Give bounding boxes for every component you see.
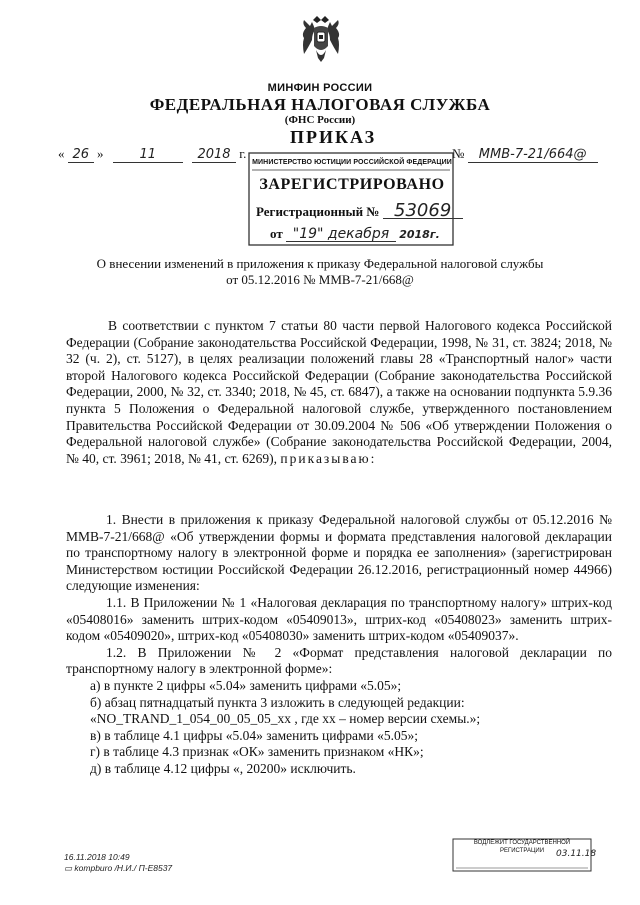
order-title [90, 256, 550, 288]
state-stamp-line-1: ВОДЛЕЖИТ ГОСУДАРСТВЕННОЙ [473, 840, 571, 846]
order-month: 11 [113, 148, 183, 163]
sub-item-d: д) в таблице 4.12 цифры «, 20200» исключить. [90, 760, 356, 776]
file-icon: ▭ [64, 863, 73, 873]
item-1-2: 1.2. В Приложении № 2 «Формат представления налоговой декларации по транспортному налогу в электронной форме»: [66, 644, 612, 677]
number-prefix: № [452, 146, 465, 161]
stamp-registered-label: ЗАРЕГИСТРИРОВАНО [259, 176, 445, 193]
open-quote: « [58, 146, 65, 161]
ministry-name: МИНФИН РОССИИ [267, 82, 373, 94]
order-year: 2018 [192, 148, 236, 163]
sub-item-g: г) в таблице 4.3 признак «ОК» заменить признаком «НК»; [90, 744, 424, 760]
state-stamp-date: 03.11.18 [556, 849, 597, 859]
file-reference: kompburo /Н.И./ П-Е8537 [74, 863, 173, 873]
sub-item-v: в) в таблице 4.1 цифры «5.04» заменить цифрами «5.05»; [90, 727, 418, 743]
service-abbreviation: (ФНС России) [284, 114, 356, 126]
title-line-2: от 05.12.2016 № ММВ-7-21/668@ [226, 272, 414, 287]
year-suffix: г. [239, 146, 247, 161]
title-line-1: О внесении изменений в приложения к приказу Федеральной налоговой службы [96, 256, 544, 271]
item-1: 1. Внести в приложения к приказу Федеральной налоговой службы от 05.12.2016 № ММВ-7-21/668@ «Об утверждении формы и формата представления налоговой декларации по транспортному налогу в электронной форме и порядка ее заполнения» (зарегистрирован Министерством юстиции Российской Федерации 26.12.2016, регистрационный номер 44966) следующие изменения: [66, 512, 612, 594]
sub-item-b: б) абзац пятнадцатый пункта 3 изложить в следующей редакции: [90, 694, 465, 710]
stamp-reg-number-value: 53069 [383, 204, 463, 219]
order-date [58, 146, 246, 163]
service-name: ФЕДЕРАЛЬНАЯ НАЛОГОВАЯ СЛУЖБА [149, 95, 491, 114]
stamp-reg-date [270, 226, 440, 242]
stamp-reg-label: Регистрационный № [256, 204, 380, 219]
preamble-paragraph [66, 318, 612, 467]
order-day: 26 [68, 148, 94, 163]
sub-item-a: а) в пункте 2 цифры «5.04» заменить цифрами «5.05»; [90, 677, 402, 693]
item-1-1: 1.1. В Приложении № 1 «Налоговая декларация по транспортному налогу» штрих-код «05408016» заменить штрих-кодом «05409013», штрих-код «05408023» заменить штрих-кодом «05409020», штрих-код «05408030» заменить штрих-кодом «05409037». [66, 594, 612, 644]
order-verb: приказываю: [280, 450, 377, 466]
sub-item-b-quote: «NO_TRAND_1_054_00_05_05_xx , где хх – номер версии схемы.»; [90, 711, 481, 727]
stamp-from-label: от [270, 226, 283, 241]
state-stamp-line-2: РЕГИСТРАЦИИ [499, 848, 545, 854]
close-quote: » [97, 146, 104, 161]
stamp-ministry-name: МИНИСТЕРСТВО ЮСТИЦИИ РОССИЙСКОЙ ФЕДЕРАЦИИ [252, 159, 452, 166]
stamp-reg-date-value: "19" декабря [286, 227, 396, 242]
print-footer [64, 852, 172, 874]
stamp-reg-number [256, 200, 463, 221]
preamble-text: В соответствии с пунктом 7 статьи 80 части первой Налогового кодекса Российской Федерации (Собрание законодательства Российской Федерации, 1998, № 31, ст. 3824; 2018, № 32 (ч. 2), ст. 5127), в целях реализации положений главы 28 «Транспортный налог» части второй Налогового кодекса Российской Федерации (Собрание законодательства Российской Федерации, 2000, № 32, ст. 3340; 2018, № 45, ст. 6847), а также на основании подпункта 5.9.36 пункта 5 Положения о Федеральной налоговой службе, утвержденного постановлением Правительства Российской Федерации от 30.09.2004 № 506 «Об утверждении Положения о Федеральной налоговой службе» (Собрание законодательства Российской Федерации, 2004, № 40, ст. 3961; 2018, № 41, ст. 6269), [66, 318, 612, 466]
order-heading: ПРИКАЗ [290, 127, 377, 147]
order-number [452, 146, 598, 163]
order-number-value: ММВ-7-21/664@ [468, 148, 598, 163]
order-items [66, 512, 612, 778]
stamp-reg-year: 2018г. [399, 228, 440, 241]
print-date: 16.11.2018 10:49 [64, 852, 130, 862]
coat-of-arms-icon [298, 14, 344, 64]
